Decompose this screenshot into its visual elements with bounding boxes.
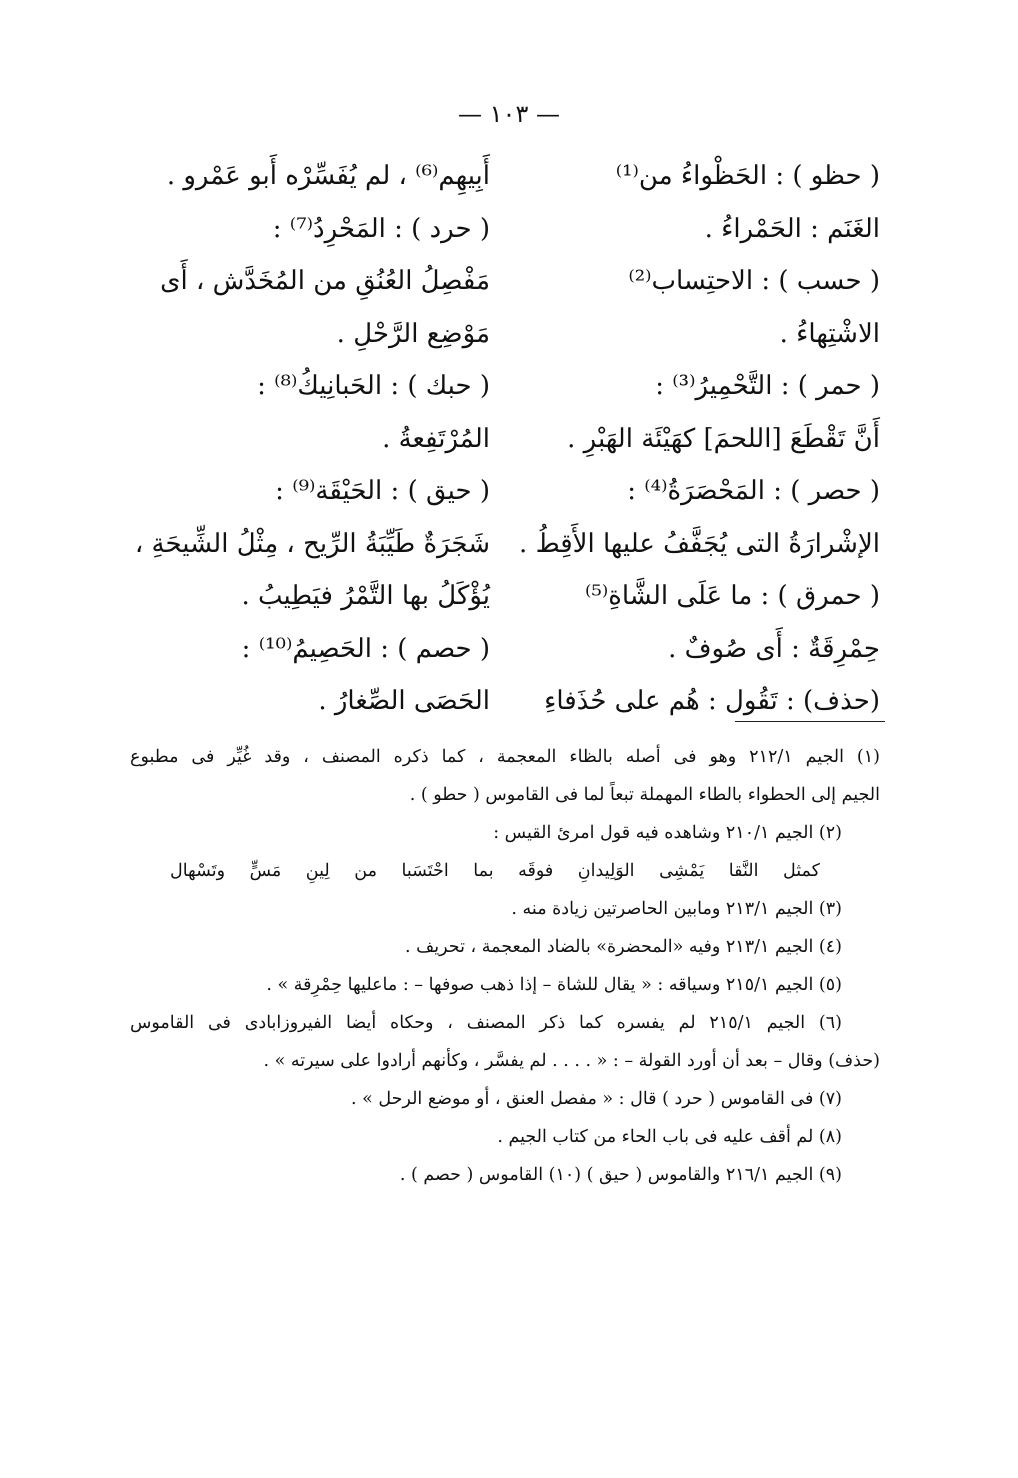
entry-line: ( حظو ) : الحَظْواءُ من⁽¹⁾ <box>615 161 880 191</box>
footnotes <box>130 738 880 1194</box>
entry-line: الإشْرارَةُ التى يُجَفَّفُ عليها الأَقِطُ . <box>519 528 880 559</box>
entry-line: أَنَّ تَقْطَعَ [اللحمَ] كهَيْئَة الهَبْرِ . <box>567 423 880 454</box>
footnote-line: (٨) لم أقف عليه فى باب الحاء من كتاب الجيم . <box>497 1127 842 1147</box>
entry-line: ( حمر ) : التَّحْمِيرُ⁽³⁾ : <box>655 371 880 401</box>
footnote-line: (٧) فى القاموس ( حرد ) قال : « مفصل العنق ، أو موضع الرحل » . <box>350 1089 842 1109</box>
footnote-line: (٦) الجيم ٢١٥/١ لم يفسره كما ذكر المصنف ، وحكاه أيضا الفيروزابادى فى القاموس <box>130 1013 842 1033</box>
entry-line: ( حيق ) : الحَيْقَة⁽⁹⁾ : <box>275 476 490 506</box>
entry-line: ( حسب ) : الاحتِساب⁽²⁾ <box>628 266 880 296</box>
entry-line: المُرْتَفِعةُ . <box>382 423 490 454</box>
entry-line: مَوْضِع الرَّحْلِ . <box>336 318 490 349</box>
entry-line: ( حبك ) : الحَبانِيكُ⁽⁸⁾ : <box>257 371 490 401</box>
footnote-line: (حذف) وقال – بعد أن أورد القولة – : « . . . . لم يفسَّر ، وكأنهم أرادوا على سيرته » . <box>263 1051 880 1071</box>
footnote-line: (٤) الجيم ٢١٣/١ وفيه «المحضرة» بالضاد المعجمة ، تحريف . <box>405 937 842 957</box>
footnote-line: (١) الجيم ٢١٢/١ وهو فى أصله بالظاء المعجمة ، كما ذكره المصنف ، وقد غُيِّر فى مطبوع <box>130 747 880 767</box>
entry-line: ( حصم ) : الحَصِيمُ⁽¹⁰⁾ : <box>241 633 490 664</box>
page-number: — ١٠٣ — <box>458 100 560 128</box>
entry-line: يُؤْكَلُ بها التَّمْرُ فيَطِيبُ . <box>241 581 490 611</box>
footnote-line: الجيم إلى الحطواء بالطاء المهملة تبعاً لما فى القاموس ( حطو ) . <box>409 785 880 805</box>
footnote-line: (٩) الجيم ٢١٦/١ والقاموس ( حيق ) (١٠) القاموس ( حصم ) . <box>399 1165 842 1185</box>
entry-line: أَبِيهِم⁽⁶⁾ ، لم يُفَسِّرْه أَبو عَمْرو . <box>166 161 490 191</box>
footnote-line: (٥) الجيم ٢١٥/١ وسياقه : « يقال للشاة – إذا ذهب صوفها – : ماعليها حِمْرِقة » . <box>266 975 842 995</box>
footnote-line: (٢) الجيم ٢١٠/١ وشاهده فيه قول امرئ القيس : <box>493 823 842 843</box>
right-column <box>519 150 880 728</box>
entry-line: ( حصر ) : المَحْصَرَةُ⁽⁴⁾ : <box>627 476 880 506</box>
entry-line: الاشْتِهاءُ . <box>779 318 880 349</box>
entry-line: ( حمرق ) : ما عَلَى الشَّاةِ⁽⁵⁾ <box>585 581 880 611</box>
poem-verse: كمثل النَّقا يَمْشِى الوَلِيدانِ فوقَه بما احْتَسَبا من لِينِ مَسٍّ وتَسْهال <box>170 861 820 881</box>
dictionary-entries <box>134 150 880 720</box>
entry-line: مَفْصِلُ العُنُقِ من المُخَدَّش ، أَى <box>160 266 490 296</box>
entry-line: حِمْرِقَةٌ : أَى صُوفٌ . <box>668 633 880 664</box>
footnote-divider <box>735 721 885 722</box>
entry-line: (حذف) : تَقُول : هُم على حُذَفاءِ <box>544 686 880 716</box>
entry-line: شَجَرَةٌ طَيِّبَةُ الرِّيح ، مِثْلُ الشِّيحَةِ ، <box>134 528 490 559</box>
footnote-line: (٣) الجيم ٢١٣/١ ومابين الحاصرتين زيادة منه . <box>511 899 842 919</box>
entry-line: الحَصَى الصِّغارُ . <box>318 686 490 716</box>
entry-line: ( حرد ) : المَحْرِدُ⁽⁷⁾ : <box>272 213 490 244</box>
entry-line: الغَنَم : الحَمْراءُ . <box>704 213 880 244</box>
left-column <box>134 150 490 728</box>
